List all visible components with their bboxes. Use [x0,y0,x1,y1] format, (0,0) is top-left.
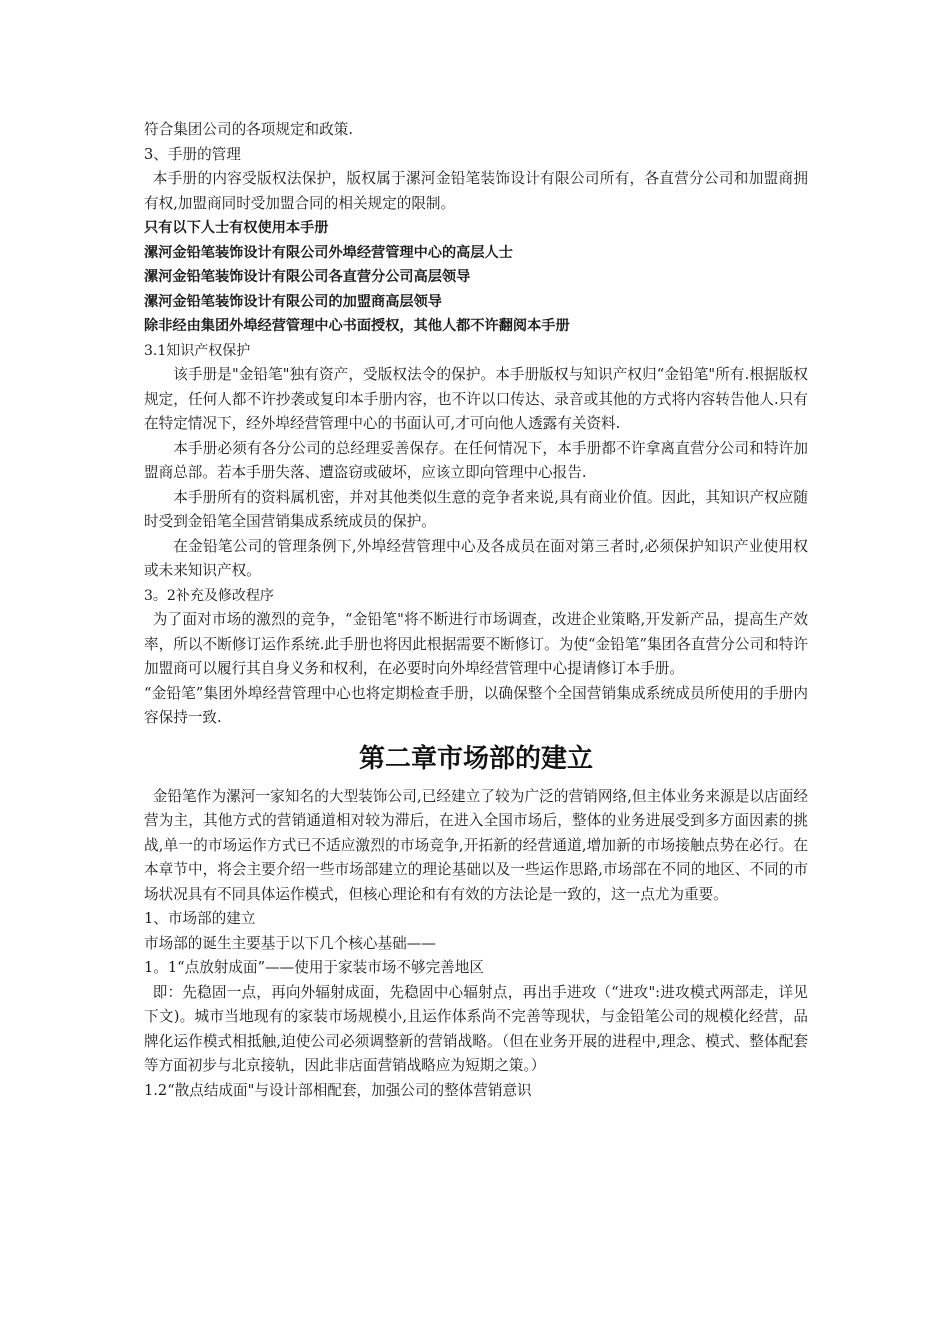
paragraph-copyright: 本手册的内容受版权法保护，版权属于漯河金铅笔装饰设计有限公司所有，各直营分公司和加盟商拥有权,加盟商同时受加盟合同的相关规定的限制。 [144,170,808,212]
paragraph-ip-2: 本手册必须有各分公司的总经理妥善保存。在任何情况下，本手册都不许拿离直营分公司和特许加盟商总部。若本手册失落、遭盗窃或破坏，应该立即向管理中心报告. [144,439,808,481]
subsection-heading-point-radiation: 1。1“点放射成面”——使用于家装市场不够完善地区 [144,959,484,976]
paragraph-ip-3: 本手册所有的资料属机密，并对其他类似生意的竞争者来说,具有商业价值。因此，其知识产权应随时受到金铅笔全国营销集成系统成员的保护。 [144,488,808,530]
bold-line-authorized-users: 只有以下人士有权使用本手册 [144,220,329,236]
section-heading-manual-management: 3、手册的管理 [144,145,241,163]
section-heading-market-dept: 1、市场部的建立 [144,910,256,927]
paragraph-revision-1: 为了面对市场的激烈的竞争，“金铅笔"将不断进行市场调查，改进企业策略,开发新产品，提高生产效率，所以不断修订运作系统.此手册也将因此根据需要不断修订。为使“金铅笔”集团各直营分公司和特许加盟商可以履行其自身义务和权利，在必要时向外埠经营管理中心提请修订本手册。 [144,611,808,677]
paragraph-core-basis: 市场部的诞生主要基于以下几个核心基础—— [144,934,436,952]
paragraph-revision-2: “金铅笔”集团外埠经营管理中心也将定期检查手册，以确保整个全国营销集成系统成员所使用的手册内容保持一致. [144,684,808,726]
paragraph-ip-1: 该手册是"金铅笔"独有资产，受版权法令的保护。本手册版权与知识产权归“金铅笔"所有.根据版权规定，任何人都不许抄袭或复印本手册内容，也不许以口传达、录音或其他的方式将内容转告他人.只有在特定情况下，经外埠经营管理中心的书面认可,才可向他人透露有关资料. [144,366,808,432]
bold-line-franchise-leaders: 漯河金铅笔装饰设计有限公司的加盟商高层领导 [144,293,442,310]
chapter-title: 第二章市场部的建立 [358,743,593,774]
subsection-heading-revision: 3。2补充及修改程序 [144,587,274,604]
paragraph-policy-end: 符合集团公司的各项规定和政策. [144,121,353,138]
paragraph-chapter-intro: 金铅笔作为漯河一家知名的大型装饰公司,已经建立了较为广泛的营销网络,但主体业务来源是以店面经营为主，其他方式的营销通道相对较为滞后，在进入全国市场后，整体的业务进展受到多方面因素的挑战,单一的市场运作方式已不适应激烈的市场竞争,开拓新的经营通道,增加新的市场接触点势在必行。在本章节中，将会主要介绍一些市场部建立的理论基础以及一些运作思路,市场部在不同的地区、不同的市场状况具有不同具体运作模式，但核心理论和有有效的方法论是一致的，这一点尤为重要。 [144,787,808,903]
paragraph-point-radiation: 即：先稳固一点，再向外辐射成面，先稳固中心辐射点，再出手进攻（“进攻":进攻模式两部走，详见下文)。城市当地现有的家装市场规模小,且运作体系尚不完善等现状，与金铅笔公司的规模化经营，品牌化运作模式相抵触,迫使公司必须调整新的营销战略。（但在业务开展的进程中,理念、模式、整体配套等方面初步与北京接轨，因此非店面营销战略应为短期之策。） [144,983,808,1074]
bold-line-branch-leaders: 漯河金铅笔装饰设计有限公司各直营分公司高层领导 [144,269,471,285]
subsection-heading-ip-protection: 3.1知识产权保护 [144,342,251,359]
paragraph-ip-4: 在金铅笔公司的管理条例下,外埠经营管理中心及各成员在面对第三者时,必须保护知识产业使用权或未来知识产权。 [144,537,808,579]
bold-line-senior-staff: 漯河金铅笔装饰设计有限公司外埠经营管理中心的高层人士 [144,244,513,261]
bold-line-written-authorization: 除非经由集团外埠经营管理中心书面授权，其他人都不许翻阅本手册 [144,318,570,334]
document-page [144,118,808,1103]
subsection-heading-scattered-points: 1.2“散点结成面"与设计部相配套，加强公司的整体营销意识 [144,1081,532,1099]
